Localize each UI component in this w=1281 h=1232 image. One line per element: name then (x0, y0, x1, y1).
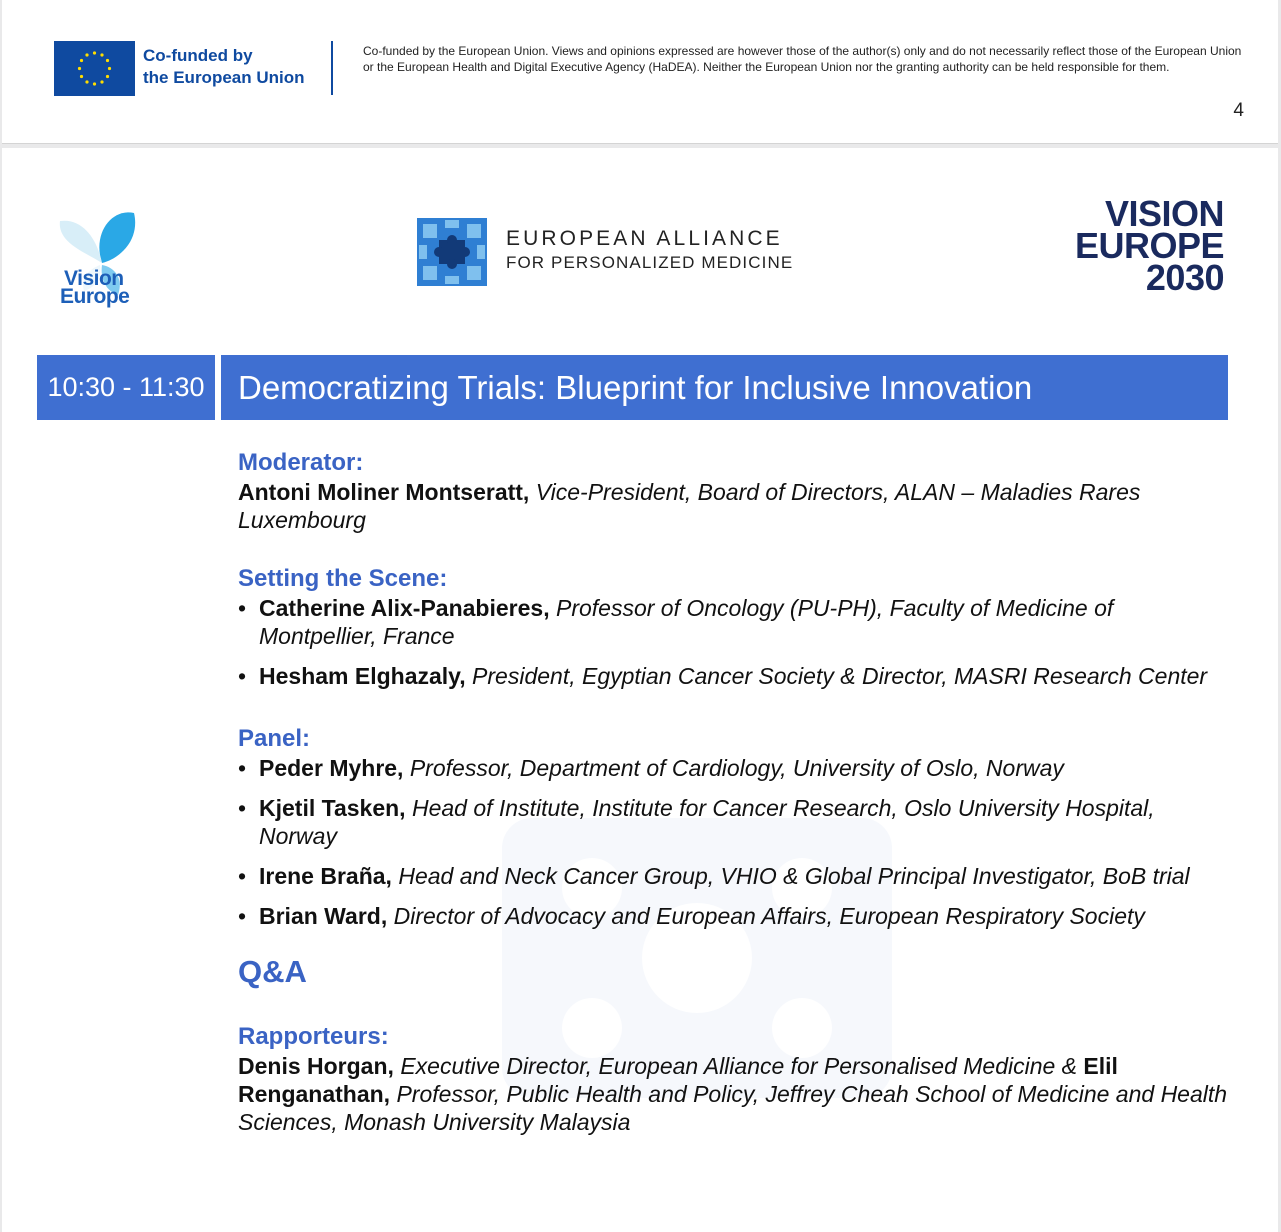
eapm-name: EUROPEAN ALLIANCE (506, 227, 783, 250)
list-item (238, 594, 1228, 650)
eu-cofunded-label (143, 45, 305, 89)
moderator-entry (238, 478, 1228, 534)
rapporteur-role: Professor, Public Health and Policy, Jeffrey Cheah School of Medicine and Health Sciences, Monash University Malaysia (238, 1081, 1228, 1135)
ve2030-line1: VISION (1104, 193, 1224, 234)
panelist-name: Kjetil Tasken, (259, 795, 406, 821)
rapporteur-role: Executive Director, European Alliance for Personalised Medicine & (400, 1053, 1078, 1079)
previous-page-footer (2, 0, 1278, 144)
qa-heading: Q&A (238, 954, 307, 989)
list-item (238, 794, 1228, 850)
vision-europe-line1: Vision (64, 267, 124, 290)
vision-europe-line2: Europe (60, 285, 130, 308)
list-item (238, 862, 1228, 890)
ve2030-line3: 2030 (1145, 257, 1224, 298)
moderator-name: Antoni Moliner Montseratt, (238, 479, 530, 505)
panelist-role: Head of Institute, Institute for Cancer Research, Oslo University Hospital, Norway (259, 795, 1155, 849)
eu-flag-icon (54, 41, 135, 96)
ve2030-line2: EUROPE (1074, 225, 1224, 266)
panelist-role: Head and Neck Cancer Group, VHIO & Global Principal Investigator, BoB trial (398, 863, 1190, 889)
list-item (238, 662, 1228, 690)
panel-heading: Panel: (238, 725, 311, 752)
divider (331, 41, 333, 95)
eu-label-line1: Co-funded by (143, 46, 253, 65)
eapm-puzzle-logo-icon (417, 218, 487, 286)
panelist-name: Peder Myhre, (259, 755, 404, 781)
rapporteurs-heading: Rapporteurs: (238, 1023, 389, 1050)
moderator-heading: Moderator: (238, 449, 364, 476)
setting-scene-heading: Setting the Scene: (238, 565, 448, 592)
session-details (238, 448, 1228, 1136)
panelist-name: Brian Ward, (259, 903, 388, 929)
speaker-role: Professor of Oncology (PU-PH), Faculty of Medicine of Montpellier, France (259, 595, 1114, 649)
speaker-role: President, Egyptian Cancer Society & Director, MASRI Research Center (472, 663, 1208, 689)
agenda-page (2, 148, 1278, 1232)
list-item (238, 902, 1228, 930)
rapporteur-name: Elil Renganathan, (238, 1053, 1118, 1107)
vision-europe-2030-logo (1074, 193, 1224, 298)
speaker-name: Catherine Alix-Panabieres, (259, 595, 550, 621)
panel-list (238, 754, 1228, 930)
list-item (238, 754, 1228, 782)
eu-label-line2: the European Union (143, 68, 305, 87)
panelist-role: Professor, Department of Cardiology, University of Oslo, Norway (409, 755, 1064, 781)
rapporteurs-entry (238, 1052, 1228, 1136)
session-time: 10:30 - 11:30 (37, 355, 215, 420)
rapporteur-name: Denis Horgan, (238, 1053, 394, 1079)
setting-scene-list (238, 594, 1228, 690)
speaker-name: Hesham Elghazaly, (259, 663, 466, 689)
eapm-subtitle: FOR PERSONALIZED MEDICINE (506, 253, 794, 272)
eu-disclaimer: Co-funded by the European Union. Views and opinions expressed are however those of the author(s) only and do not necessarily reflect those of the European Union or the European Health and Digital Executive Agency (HaDEA). Neither the European Union nor the granting authority can be held responsible for them. (363, 44, 1242, 75)
session-title: Democratizing Trials: Blueprint for Inclusive Innovation (221, 355, 1228, 420)
vision-europe-logo-text (60, 267, 130, 308)
moderator-role: Vice-President, Board of Directors, ALAN – Maladies Rares Luxembourg (238, 479, 1141, 533)
panelist-name: Irene Braña, (259, 863, 392, 889)
panelist-role: Director of Advocacy and European Affairs, European Respiratory Society (393, 903, 1145, 929)
page-number: 4 (1233, 100, 1244, 121)
